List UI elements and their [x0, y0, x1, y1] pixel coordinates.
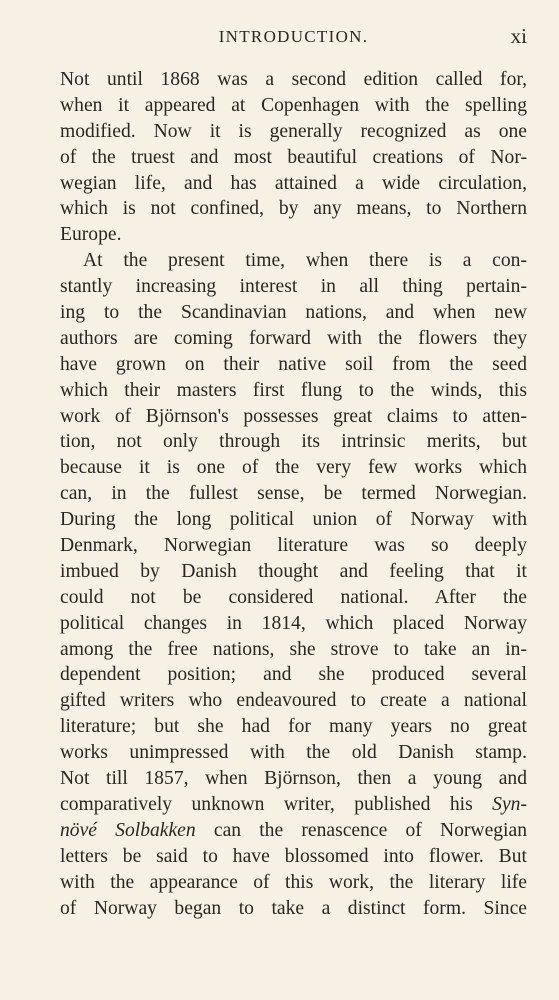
- text-line: which is not confined, by any means, to Northern: [60, 198, 527, 220]
- text-line: stantly increasing interest in all thing pertain-: [60, 276, 527, 298]
- text-line: which their masters first flung to the winds, this: [60, 379, 527, 401]
- italic-book-title: növé Solbakken: [60, 819, 196, 841]
- text-line: works unimpressed with the old Danish stamp.: [60, 742, 527, 764]
- text-line: literature; but she had for many years no great: [60, 716, 527, 738]
- text-line: ing to the Scandinavian nations, and when new: [60, 302, 527, 324]
- text-line: of the truest and most beautiful creations of Nor-: [60, 146, 527, 168]
- text-line: dependent position; and she produced several: [60, 664, 527, 686]
- text-line: among the free nations, she strove to take an in-: [60, 638, 527, 660]
- text-run: comparatively unknown writer, published his: [60, 793, 473, 815]
- text-line: [60, 818, 527, 844]
- text-line: modified. Now it is generally recognized as one: [60, 120, 527, 142]
- text-line: work of Björnson's possesses great claims to atten-: [60, 405, 527, 427]
- text-line: gifted writers who endeavoured to create a national: [60, 690, 527, 712]
- text-line: [60, 792, 527, 818]
- text-line: letters be said to have blossomed into flower. But: [60, 845, 527, 867]
- body-text: [60, 67, 527, 921]
- text-line: can, in the fullest sense, be termed Norwegian.: [60, 483, 527, 505]
- text-run: can the renascence of Norwegian: [213, 819, 527, 841]
- text-line: when it appeared at Copenhagen with the spelling: [60, 94, 527, 116]
- paragraph-start-line: At the present time, when there is a con-: [83, 250, 527, 272]
- text-line: political changes in 1814, which placed Norway: [60, 612, 527, 634]
- text-line: During the long political union of Norway with: [60, 509, 527, 531]
- text-line: imbued by Danish thought and feeling that it: [60, 560, 527, 582]
- text-line: Not till 1857, when Björnson, then a young and: [60, 768, 527, 790]
- text-line: Not until 1868 was a second edition called for,: [60, 69, 527, 90]
- text-line: wegian life, and has attained a wide circulation,: [60, 172, 527, 194]
- text-line: could not be considered national. After the: [60, 586, 527, 608]
- text-line: have grown on their native soil from the seed: [60, 353, 527, 375]
- italic-book-title: Syn-: [492, 793, 527, 815]
- text-line: because it is one of the very few works which: [60, 457, 527, 479]
- text-line: Denmark, Norwegian literature was so deeply: [60, 535, 527, 557]
- paragraph-end-line: Europe.: [60, 224, 122, 246]
- page-number: xi: [510, 24, 527, 48]
- running-title: INTRODUCTION.: [218, 27, 369, 46]
- text-line: with the appearance of this work, the literary life: [60, 871, 527, 893]
- text-line: authors are coming forward with the flowers they: [60, 327, 527, 349]
- text-line: of Norway began to take a distinct form. Since: [60, 897, 527, 919]
- running-head: [60, 22, 527, 50]
- text-line: tion, not only through its intrinsic merits, but: [60, 431, 527, 453]
